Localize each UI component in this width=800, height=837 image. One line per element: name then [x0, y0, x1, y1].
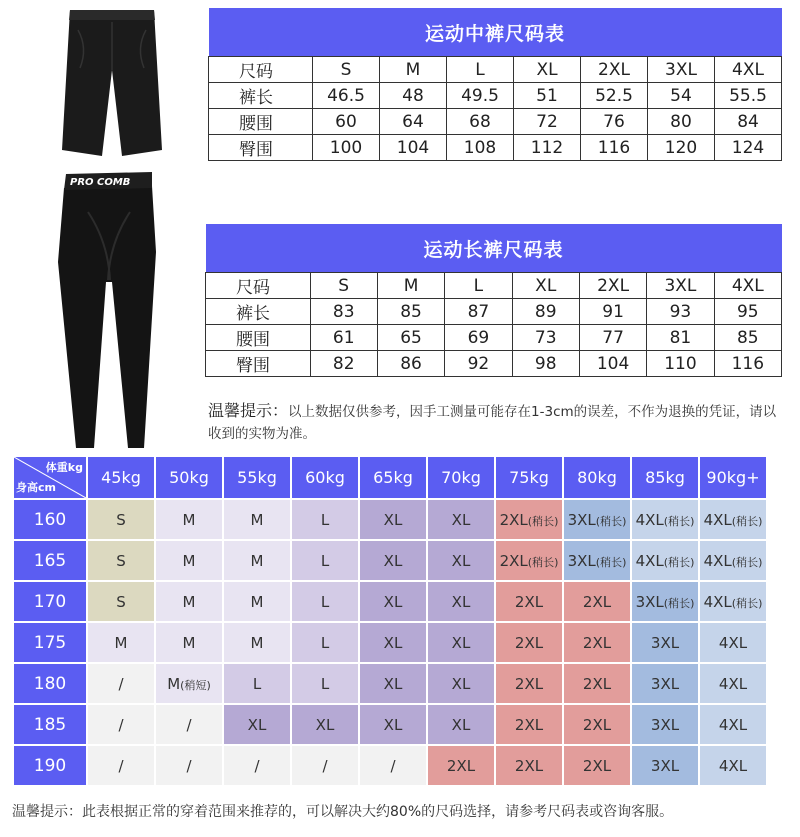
- grid-corner: [14, 457, 86, 498]
- recommended-size-cell: [700, 623, 766, 662]
- size-cell: 46.5: [313, 83, 380, 109]
- size-value: 2XL: [446, 756, 476, 775]
- recommended-size-cell: [632, 705, 698, 744]
- size-value: M: [250, 510, 264, 529]
- size-value: M: [167, 674, 181, 693]
- recommended-size-cell: [88, 705, 154, 744]
- weight-header: 80kg: [564, 457, 630, 498]
- size-value: XL: [383, 510, 403, 529]
- corner-height-label: 身高cm: [16, 481, 56, 494]
- size-value: 2XL: [514, 715, 544, 734]
- recommended-size-cell: [156, 541, 222, 580]
- size-cell: 76: [581, 109, 648, 135]
- size-value: XL: [451, 510, 471, 529]
- size-cell: 4XL: [715, 57, 782, 83]
- size-cell: 65: [377, 325, 444, 351]
- recommended-size-cell: [156, 582, 222, 621]
- row-label: 腰围: [209, 109, 313, 135]
- row-label: 臀围: [206, 351, 311, 377]
- bottom-note: 温馨提示：此表根据正常的穿着范围来推荐的，可以解决大约80%的尺码选择，请参考尺码表或咨询客服。: [12, 804, 674, 820]
- size-cell: 85: [714, 325, 781, 351]
- size-row: [206, 299, 782, 325]
- recommended-size-cell: [428, 623, 494, 662]
- recommended-size-cell: [292, 541, 358, 580]
- size-value: M: [182, 633, 196, 652]
- size-value: XL: [451, 674, 471, 693]
- size-cell: 98: [512, 351, 579, 377]
- size-value: 3XL: [650, 715, 680, 734]
- size-note: (稍短): [180, 678, 211, 692]
- size-cell: 61: [310, 325, 377, 351]
- recommended-size-cell: [428, 705, 494, 744]
- size-row: [206, 351, 782, 377]
- height-label: 185: [14, 705, 86, 744]
- recommended-size-cell: [496, 746, 562, 785]
- size-cell: 82: [310, 351, 377, 377]
- size-value: /: [118, 756, 124, 775]
- weight-header: 85kg: [632, 457, 698, 498]
- size-value: 2XL: [499, 551, 528, 570]
- size-cell: 81: [647, 325, 714, 351]
- size-cell: 124: [715, 135, 782, 161]
- size-value: L: [252, 674, 262, 693]
- recommended-size-cell: [632, 500, 698, 539]
- size-value: L: [320, 551, 330, 570]
- size-note: (稍长): [731, 514, 763, 528]
- size-value: 3XL: [635, 592, 664, 611]
- height-row: [14, 664, 766, 703]
- size-cell: 93: [647, 299, 714, 325]
- size-cell: 51: [514, 83, 581, 109]
- size-cell: 112: [514, 135, 581, 161]
- recommended-size-cell: [88, 541, 154, 580]
- weight-header: 55kg: [224, 457, 290, 498]
- recommended-size-cell: [564, 664, 630, 703]
- recommended-size-cell: [564, 705, 630, 744]
- measurement-tip: [208, 400, 788, 445]
- recommended-size-cell: [360, 582, 426, 621]
- weight-header: 50kg: [156, 457, 222, 498]
- recommended-size-cell: [224, 500, 290, 539]
- recommended-size-cell: [224, 705, 290, 744]
- size-value: 3XL: [567, 551, 596, 570]
- pants-image: [48, 172, 168, 452]
- recommended-size-cell: [88, 623, 154, 662]
- size-value: 2XL: [514, 674, 544, 693]
- size-value: 4XL: [718, 633, 748, 652]
- size-note: (稍长): [731, 555, 763, 569]
- size-cell: 2XL: [581, 57, 648, 83]
- size-value: XL: [451, 551, 471, 570]
- size-cell: 87: [445, 299, 512, 325]
- size-value: XL: [247, 715, 267, 734]
- size-value: /: [186, 715, 192, 734]
- size-cell: XL: [512, 273, 579, 299]
- size-cell: 100: [313, 135, 380, 161]
- size-cell: 60: [313, 109, 380, 135]
- size-cell: S: [310, 273, 377, 299]
- shorts-image: [58, 8, 166, 158]
- size-value: S: [116, 510, 126, 529]
- recommended-size-cell: [700, 582, 766, 621]
- recommended-size-cell: [428, 664, 494, 703]
- size-cell: 116: [714, 351, 781, 377]
- row-label: 腰围: [206, 325, 311, 351]
- recommended-size-cell: [564, 623, 630, 662]
- size-row: [209, 109, 782, 135]
- size-cell: M: [377, 273, 444, 299]
- size-row: [209, 135, 782, 161]
- size-header-row: [209, 57, 782, 83]
- height-row: [14, 500, 766, 539]
- size-cell: 104: [380, 135, 447, 161]
- height-row: [14, 705, 766, 744]
- size-value: M: [250, 633, 264, 652]
- size-cell: 84: [715, 109, 782, 135]
- recommended-size-cell: [428, 746, 494, 785]
- size-value: M: [250, 592, 264, 611]
- height-label: 165: [14, 541, 86, 580]
- size-note: (稍长): [527, 514, 559, 528]
- size-cell: S: [313, 57, 380, 83]
- size-value: L: [320, 510, 330, 529]
- row-label: 尺码: [206, 273, 311, 299]
- size-note: (稍长): [595, 555, 627, 569]
- pants-table-title: 运动长裤尺码表: [206, 224, 782, 273]
- tip-text: 以上数据仅供参考，因手工测量可能存在1-3cm的误差，不作为退换的凭证，请以收到的实物为准。: [208, 404, 777, 442]
- recommended-size-cell: [156, 746, 222, 785]
- recommended-size-cell: [632, 541, 698, 580]
- recommended-size-cell: [496, 500, 562, 539]
- recommended-size-cell: [564, 582, 630, 621]
- size-value: M: [250, 551, 264, 570]
- recommended-size-cell: [292, 664, 358, 703]
- size-value: /: [254, 756, 260, 775]
- size-value: XL: [383, 551, 403, 570]
- size-cell: 3XL: [648, 57, 715, 83]
- size-value: XL: [383, 633, 403, 652]
- size-value: 3XL: [650, 633, 680, 652]
- recommended-size-cell: [360, 623, 426, 662]
- recommended-size-cell: [156, 705, 222, 744]
- height-row: [14, 582, 766, 621]
- recommended-size-cell: [564, 541, 630, 580]
- size-cell: 49.5: [447, 83, 514, 109]
- recommended-size-cell: [292, 623, 358, 662]
- size-cell: 72: [514, 109, 581, 135]
- recommended-size-cell: [632, 746, 698, 785]
- weight-header: 65kg: [360, 457, 426, 498]
- recommended-size-cell: [156, 623, 222, 662]
- size-value: 4XL: [718, 715, 748, 734]
- size-value: L: [320, 592, 330, 611]
- size-cell: M: [380, 57, 447, 83]
- recommended-size-cell: [428, 541, 494, 580]
- recommended-size-cell: [700, 664, 766, 703]
- size-note: (稍长): [663, 514, 695, 528]
- recommended-size-cell: [88, 500, 154, 539]
- recommended-size-cell: [496, 623, 562, 662]
- recommended-size-cell: [700, 500, 766, 539]
- recommended-size-cell: [360, 500, 426, 539]
- height-label: 180: [14, 664, 86, 703]
- size-value: 2XL: [582, 592, 612, 611]
- recommended-size-cell: [700, 746, 766, 785]
- height-label: 170: [14, 582, 86, 621]
- recommended-size-cell: [224, 623, 290, 662]
- size-recommendation-grid: [12, 455, 768, 787]
- weight-header: 70kg: [428, 457, 494, 498]
- size-cell: 80: [648, 109, 715, 135]
- weight-header: 75kg: [496, 457, 562, 498]
- size-value: 2XL: [514, 756, 544, 775]
- recommended-size-cell: [224, 664, 290, 703]
- weight-header: 45kg: [88, 457, 154, 498]
- row-label: 臀围: [209, 135, 313, 161]
- height-label: 175: [14, 623, 86, 662]
- recommended-size-cell: [496, 705, 562, 744]
- size-value: /: [322, 756, 328, 775]
- size-note: (稍长): [595, 514, 627, 528]
- recommended-size-cell: [156, 664, 222, 703]
- size-value: 4XL: [703, 510, 732, 529]
- size-row: [206, 325, 782, 351]
- size-cell: XL: [514, 57, 581, 83]
- size-value: M: [182, 551, 196, 570]
- size-value: XL: [315, 715, 335, 734]
- size-value: 4XL: [718, 674, 748, 693]
- size-cell: 85: [377, 299, 444, 325]
- size-value: 4XL: [718, 756, 748, 775]
- row-label: 裤长: [209, 83, 313, 109]
- size-cell: 52.5: [581, 83, 648, 109]
- size-cell: 104: [579, 351, 646, 377]
- height-row: [14, 623, 766, 662]
- size-value: XL: [451, 633, 471, 652]
- recommended-size-cell: [564, 746, 630, 785]
- weight-header: 90kg+: [700, 457, 766, 498]
- size-cell: 48: [380, 83, 447, 109]
- size-value: 4XL: [703, 551, 732, 570]
- size-value: 4XL: [703, 592, 732, 611]
- recommended-size-cell: [360, 705, 426, 744]
- size-value: XL: [451, 715, 471, 734]
- size-value: /: [186, 756, 192, 775]
- recommended-size-cell: [428, 500, 494, 539]
- size-note: (稍长): [527, 555, 559, 569]
- shorts-size-table: [208, 8, 782, 161]
- size-value: M: [182, 592, 196, 611]
- recommended-size-cell: [360, 541, 426, 580]
- size-cell: 54: [648, 83, 715, 109]
- size-cell: L: [447, 57, 514, 83]
- waistband-text: PRO COMB: [70, 177, 131, 188]
- size-cell: 3XL: [647, 273, 714, 299]
- size-note: (稍长): [663, 555, 695, 569]
- size-cell: 110: [647, 351, 714, 377]
- recommended-size-cell: [632, 582, 698, 621]
- recommended-size-cell: [360, 664, 426, 703]
- size-cell: L: [445, 273, 512, 299]
- recommended-size-cell: [224, 582, 290, 621]
- size-cell: 55.5: [715, 83, 782, 109]
- size-value: XL: [383, 592, 403, 611]
- size-value: XL: [383, 674, 403, 693]
- size-cell: 108: [447, 135, 514, 161]
- recommended-size-cell: [632, 664, 698, 703]
- recommended-size-cell: [292, 582, 358, 621]
- size-value: S: [116, 592, 126, 611]
- size-value: 2XL: [582, 756, 612, 775]
- size-cell: 69: [445, 325, 512, 351]
- size-value: 4XL: [635, 510, 664, 529]
- size-cell: 2XL: [579, 273, 646, 299]
- tip-label: 温馨提示：: [208, 401, 289, 420]
- recommended-size-cell: [88, 664, 154, 703]
- size-value: S: [116, 551, 126, 570]
- corner-weight-label: 体重kg: [45, 461, 83, 474]
- size-value: 3XL: [650, 674, 680, 693]
- size-cell: 116: [581, 135, 648, 161]
- size-cell: 120: [648, 135, 715, 161]
- recommended-size-cell: [156, 500, 222, 539]
- size-cell: 77: [579, 325, 646, 351]
- size-value: XL: [383, 715, 403, 734]
- size-value: L: [320, 674, 330, 693]
- size-value: 2XL: [582, 633, 612, 652]
- recommended-size-cell: [224, 746, 290, 785]
- recommended-size-cell: [700, 705, 766, 744]
- size-cell: 95: [714, 299, 781, 325]
- size-row: [209, 83, 782, 109]
- size-value: 3XL: [567, 510, 596, 529]
- recommended-size-cell: [564, 500, 630, 539]
- recommended-size-cell: [88, 746, 154, 785]
- size-cell: 68: [447, 109, 514, 135]
- recommended-size-cell: [632, 623, 698, 662]
- size-value: 4XL: [635, 551, 664, 570]
- size-cell: 86: [377, 351, 444, 377]
- recommended-size-cell: [360, 746, 426, 785]
- recommended-size-cell: [428, 582, 494, 621]
- size-value: /: [118, 715, 124, 734]
- size-value: 2XL: [582, 674, 612, 693]
- size-cell: 92: [445, 351, 512, 377]
- size-value: 2XL: [499, 510, 528, 529]
- size-value: 2XL: [514, 592, 544, 611]
- recommended-size-cell: [224, 541, 290, 580]
- size-cell: 83: [310, 299, 377, 325]
- size-value: 2XL: [582, 715, 612, 734]
- recommended-size-cell: [496, 541, 562, 580]
- size-value: 3XL: [650, 756, 680, 775]
- size-note: (稍长): [663, 596, 695, 610]
- size-header-row: [206, 273, 782, 299]
- row-label: 尺码: [209, 57, 313, 83]
- height-row: [14, 746, 766, 785]
- size-cell: 64: [380, 109, 447, 135]
- size-value: M: [182, 510, 196, 529]
- recommended-size-cell: [496, 582, 562, 621]
- row-label: 裤长: [206, 299, 311, 325]
- size-cell: 73: [512, 325, 579, 351]
- recommended-size-cell: [292, 746, 358, 785]
- shorts-table-title: 运动中裤尺码表: [209, 8, 782, 57]
- size-cell: 4XL: [714, 273, 781, 299]
- recommended-size-cell: [292, 500, 358, 539]
- height-label: 190: [14, 746, 86, 785]
- recommended-size-cell: [292, 705, 358, 744]
- size-note: (稍长): [731, 596, 763, 610]
- size-value: L: [320, 633, 330, 652]
- size-value: /: [390, 756, 396, 775]
- recommended-size-cell: [496, 664, 562, 703]
- size-cell: 91: [579, 299, 646, 325]
- recommended-size-cell: [88, 582, 154, 621]
- size-value: M: [114, 633, 128, 652]
- weight-header: 60kg: [292, 457, 358, 498]
- height-row: [14, 541, 766, 580]
- height-label: 160: [14, 500, 86, 539]
- pants-size-table: [205, 224, 782, 377]
- size-cell: 89: [512, 299, 579, 325]
- recommended-size-cell: [700, 541, 766, 580]
- size-value: /: [118, 674, 124, 693]
- size-value: 2XL: [514, 633, 544, 652]
- size-value: XL: [451, 592, 471, 611]
